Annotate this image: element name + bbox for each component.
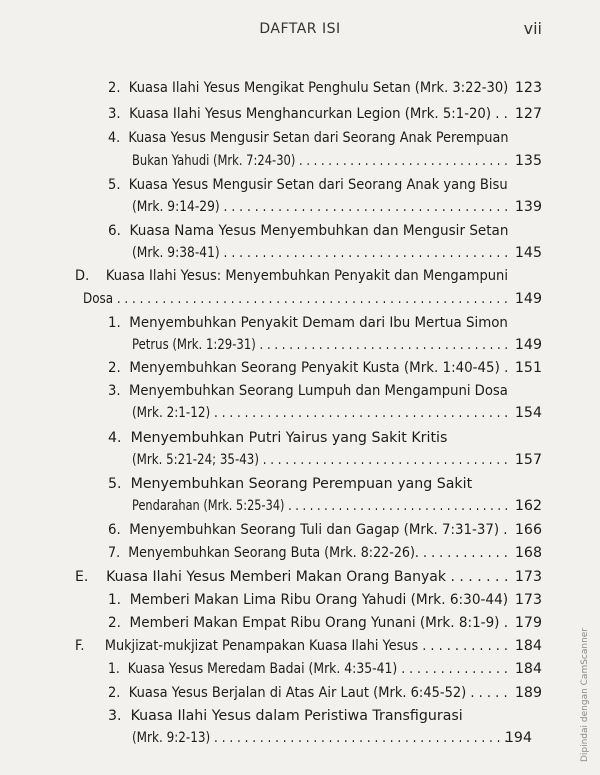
- entry-page: 149: [514, 291, 542, 307]
- toc-entry-continued[interactable]: [132, 728, 508, 748]
- entry-number: 2.: [108, 360, 121, 376]
- entry-number: 2.: [108, 615, 121, 631]
- entry-page: 184: [514, 661, 542, 677]
- entry-number: 6.: [108, 223, 121, 239]
- entry-page: 173: [514, 569, 542, 585]
- toc-entry-continued[interactable]: [132, 403, 508, 423]
- toc-entry[interactable]: [108, 543, 508, 563]
- toc-section[interactable]: [75, 567, 508, 587]
- entry-number: 1.: [108, 315, 121, 331]
- toc-entry[interactable]: [108, 683, 508, 703]
- section-letter: E.: [75, 569, 89, 585]
- section-title: Dosa . . . . . . . . . . . . . . . . . . . . . . . . . . . . . . . . . . . . . . . . . . . . . . . . . . . .: [83, 291, 508, 307]
- entry-title: Menyembuhkan Seorang Perempuan yang Sakit: [130, 476, 473, 492]
- toc-section[interactable]: [75, 266, 508, 286]
- entry-title: Kuasa Yesus Mengusir Setan dari Seorang Anak yang Bisu: [128, 177, 508, 193]
- entry-number: 3.: [108, 708, 122, 724]
- toc-entry[interactable]: [108, 520, 508, 540]
- section-title: Mukjizat-mukjizat Penampakan Kuasa Ilahi Yesus . . . . . . . . . . .: [104, 638, 509, 654]
- entry-number: 3.: [108, 106, 121, 122]
- entry-title: (Mrk. 9:14-29) . . . . . . . . . . . . . . . . . . . . . . . . . . . . . . . . . . . . .: [132, 199, 509, 215]
- toc-entry[interactable]: [108, 128, 508, 148]
- entry-number: 3.: [108, 383, 121, 399]
- toc-entry[interactable]: [108, 381, 508, 401]
- entry-title: (Mrk. 2:1-12) . . . . . . . . . . . . . . . . . . . . . . . . . . . . . . . . . . . . . . .: [132, 405, 509, 421]
- header-title: DAFTAR ISI: [259, 21, 341, 37]
- entry-page: 162: [514, 498, 542, 514]
- section-title: Kuasa Ilahi Yesus Memberi Makan Orang Banyak . . . . . . .: [106, 569, 509, 585]
- entry-title: (Mrk. 9:38-41) . . . . . . . . . . . . . . . . . . . . . . . . . . . . . . . . . . . . .: [132, 245, 509, 261]
- entry-page: 135: [514, 153, 542, 169]
- section-title: Kuasa Ilahi Yesus: Menyembuhkan Penyakit dan Mengampuni: [105, 268, 508, 284]
- entry-number: 2.: [108, 80, 121, 96]
- entry-title: Memberi Makan Empat Ribu Orang Yunani (Mrk. 8:1-9) .: [129, 615, 509, 631]
- toc-entry[interactable]: [108, 659, 508, 679]
- toc-entry[interactable]: [108, 428, 447, 448]
- entry-page: 157: [514, 452, 542, 468]
- page-number: vii: [523, 19, 542, 38]
- toc-entry[interactable]: [108, 175, 508, 195]
- toc-entry[interactable]: [108, 78, 508, 98]
- entry-title: Kuasa Ilahi Yesus Menghancurkan Legion (Mrk. 5:1-20) . .: [129, 106, 508, 122]
- entry-title: Bukan Yahudi (Mrk. 7:24-30) . . . . . . . . . . . . . . . . . . . . . . . . . . . . .: [132, 153, 508, 169]
- toc-entry[interactable]: [108, 590, 508, 610]
- entry-page: 173: [514, 592, 542, 608]
- entry-page: 154: [514, 405, 542, 421]
- entry-number: 7.: [108, 545, 121, 561]
- entry-page: 168: [514, 545, 542, 561]
- entry-number: 4.: [108, 430, 122, 446]
- entry-number: 6.: [108, 522, 121, 538]
- entry-number: 5.: [108, 177, 121, 193]
- entry-number: 2.: [108, 685, 121, 701]
- toc-entry-continued[interactable]: [132, 496, 508, 516]
- entry-title: Menyembuhkan Seorang Penyakit Kusta (Mrk. 1:40-45) .: [129, 360, 509, 376]
- entry-page: 149: [514, 337, 542, 353]
- entry-title: Kuasa Yesus Mengusir Setan dari Seorang Anak Perempuan: [128, 130, 509, 146]
- entry-title: (Mrk. 9:2-13) . . . . . . . . . . . . . . . . . . . . . . . . . . . . . . . . . . . . . . .: [132, 730, 509, 746]
- toc-entry[interactable]: [108, 474, 472, 494]
- entry-title: Menyembuhkan Penyakit Demam dari Ibu Mertua Simon: [129, 315, 508, 331]
- entry-page: 145: [514, 245, 542, 261]
- toc-entry-continued[interactable]: [132, 450, 508, 470]
- entry-title: Kuasa Yesus Meredam Badai (Mrk. 4:35-41) . . . . . . . . . . . . . .: [127, 661, 508, 677]
- entry-title: Pendarahan (Mrk. 5:25-34) . . . . . . . . . . . . . . . . . . . . . . . . . . . . . . .: [132, 498, 509, 514]
- toc-entry-continued[interactable]: [132, 243, 508, 263]
- entry-title: (Mrk. 5:21-24; 35-43) . . . . . . . . . . . . . . . . . . . . . . . . . . . . . . . . .: [132, 452, 508, 468]
- entry-page: 189: [514, 685, 542, 701]
- entry-page: 166: [514, 522, 542, 538]
- entry-page: 123: [514, 80, 542, 96]
- entry-page: 151: [514, 360, 542, 376]
- toc-entry-continued[interactable]: [132, 197, 508, 217]
- section-letter: D.: [75, 268, 90, 284]
- toc-entry[interactable]: [108, 613, 508, 633]
- toc-entry[interactable]: [108, 104, 508, 124]
- entry-title: Kuasa Nama Yesus Menyembuhkan dan Mengusir Setan: [129, 223, 509, 239]
- entry-page: 127: [514, 106, 542, 122]
- entry-page: 179: [514, 615, 542, 631]
- entry-number: 4.: [108, 130, 121, 146]
- entry-number: 5.: [108, 476, 122, 492]
- entry-title: Menyembuhkan Seorang Tuli dan Gagap (Mrk. 7:31-37) .: [129, 522, 508, 538]
- scanner-watermark: Dipindai dengan CamScanner: [579, 627, 590, 763]
- entry-title: Menyembuhkan Seorang Lumpuh dan Mengampuni Dosa: [129, 383, 508, 399]
- entry-title: Menyembuhkan Putri Yairus yang Sakit Kritis: [130, 430, 448, 446]
- entry-title: Petrus (Mrk. 1:29-31) . . . . . . . . . . . . . . . . . . . . . . . . . . . . . . . . . .: [132, 337, 509, 353]
- entry-number: 1.: [108, 592, 122, 608]
- toc-entry-continued[interactable]: [132, 335, 508, 355]
- toc-entry-continued[interactable]: [132, 151, 508, 171]
- section-letter: F.: [75, 638, 85, 654]
- entry-page: 139: [514, 199, 542, 215]
- toc-entry[interactable]: [108, 358, 508, 378]
- toc-entry[interactable]: [108, 313, 508, 333]
- entry-title: Kuasa Ilahi Yesus Mengikat Penghulu Setan (Mrk. 3:22-30): [128, 80, 509, 96]
- toc-section[interactable]: [75, 636, 508, 656]
- toc-entry[interactable]: [108, 706, 463, 726]
- entry-page: 194: [504, 730, 532, 746]
- toc-entry[interactable]: [108, 221, 508, 241]
- toc-section-continued[interactable]: [83, 289, 508, 309]
- entry-title: Kuasa Yesus Berjalan di Atas Air Laut (Mrk. 6:45-52) . . . . .: [128, 685, 508, 701]
- entry-title: Menyembuhkan Seorang Buta (Mrk. 8:22-26). . . . . . . . . . . .: [128, 545, 508, 561]
- entry-title: Memberi Makan Lima Ribu Orang Yahudi (Mrk. 6:30-44): [129, 592, 509, 608]
- entry-number: 1.: [108, 661, 120, 677]
- entry-title: Kuasa Ilahi Yesus dalam Peristiwa Transfigurasi: [130, 708, 463, 724]
- entry-page: 184: [514, 638, 542, 654]
